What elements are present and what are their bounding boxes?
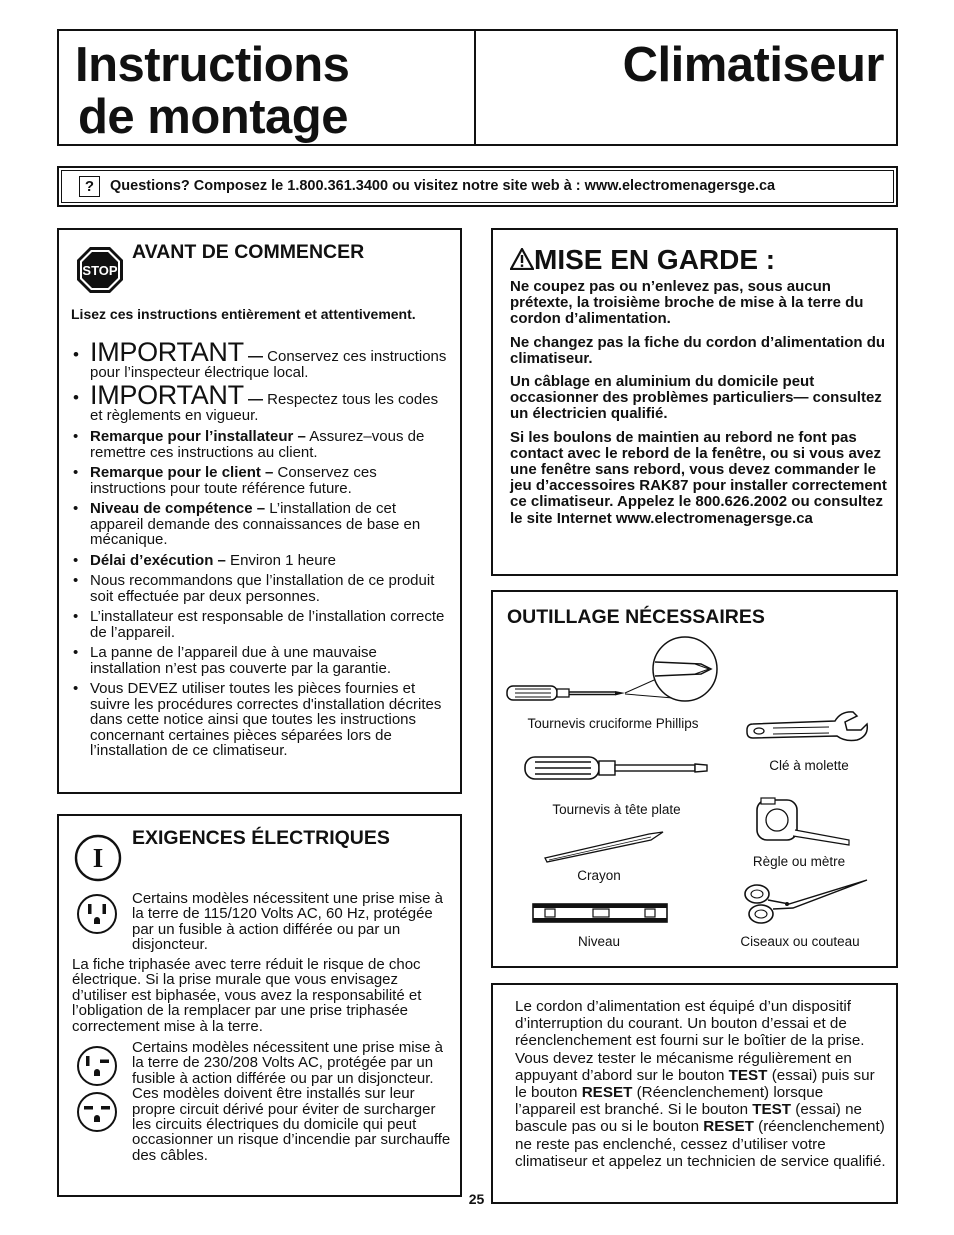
exigences-para-2: La fiche triphasée avec terre réduit le risque de choc électrique. Si la prise murale que vous envisagez d’utiliser est biphasée, vous avez la responsabilité et l’obligation de la remplacer par une prise triphasée correctement mise à la terre. (72, 956, 422, 1035)
list-item (71, 573, 451, 604)
item-bold: Délai d’exécution – (90, 551, 226, 569)
item-bold: Niveau de compétence – (90, 500, 266, 517)
important-word: IMPORTANT (90, 337, 244, 367)
list-item (71, 681, 451, 759)
item-text: L’installation de cet appareil demande des connaissances de base en mécanique. (90, 500, 421, 548)
tool-caption-flat: Tournevis à tête plate (552, 802, 681, 817)
exigences-para-3: Certains modèles nécessitent une prise mise à la terre de 230/208 Volts AC, protégée par un fusible à action différée ou par un disjoncteur. Ces modèles doivent être installés sur leur propre circuit dérivé pour éviter de surcharger les circuits électriques du domicile qui peut occasionner un risque d’incendie par surchauffe des câbles. (132, 1039, 451, 1164)
flat-screwdriver-icon (523, 750, 709, 786)
outlet-120v-icon (76, 893, 118, 935)
list-item (71, 501, 451, 548)
questions-bar (57, 166, 898, 207)
gfci-text-part: (Réenclenchement) lorsque l’appareil est branché. Si le bouton (515, 1084, 824, 1119)
warning-title (510, 244, 775, 276)
intro-text: Lisez ces instructions entièrement et attentivement. (71, 306, 416, 322)
list-item-important-2 (71, 380, 451, 424)
gfci-text (515, 998, 887, 1170)
important-text: Respectez tous les codes et règlements en vigueur. (90, 391, 439, 424)
reset-button-label: RESET (703, 1118, 754, 1136)
warning-para: Si les boulons de maintien au rebord ne font pas contact avec le rebord de la fenêtre, ou si vous avez une fenêtre sans rebord, vous devez commander le jeu d’accessoires RAK87 pour installer correctement ce climatiseur. Appelez le 800.626.2002 ou consultez le site Internet www.electromenagersge.ca (510, 428, 887, 527)
outlet-230v-icon-2 (76, 1091, 118, 1133)
page-number: 25 (468, 1191, 485, 1207)
gfci-info-section (491, 983, 898, 1204)
section-title: EXIGENCES ÉLECTRIQUES (132, 827, 390, 849)
page-header (57, 29, 898, 146)
product-title: Climatiseur (622, 38, 884, 92)
level-icon (531, 898, 671, 928)
section-title: AVANT DE COMMENCER (132, 241, 365, 263)
item-text: Assurez–vous de remettre ces instructions au client. (90, 428, 425, 461)
warning-title-text: MISE EN GARDE : (534, 244, 776, 275)
phillips-screwdriver-icon (505, 636, 723, 708)
question-icon: ? (79, 176, 100, 197)
outlet-230v-icon-1 (76, 1045, 118, 1087)
item-bold: Remarque pour l’installateur – (90, 428, 306, 445)
title-line-2: de montage (78, 90, 348, 144)
list-item (71, 429, 451, 460)
header-divider (474, 31, 476, 144)
info-icon-label: I (92, 843, 104, 873)
list-item (71, 609, 451, 640)
gfci-text-part: Le cordon d’alimentation est équipé d’un dispositif d’interruption du courant. Un bouton d’essai et de réenclenchement est fourni sur le boîtier de la prise. Vous devez tester le mécanisme régulièrement en appuyant d’abord sur le bouton (515, 998, 865, 1084)
item-text: Nous recommandons que l’installation de ce produit soit effectuée par deux personnes. (90, 572, 435, 605)
gfci-text-part: (essai) puis sur le bouton (515, 1066, 875, 1102)
warning-para: Un câblage en aluminium du domicile peut occasionner des problèmes particuliers— consultez un électricien qualifié. (510, 373, 882, 423)
list-item (71, 465, 451, 496)
outillage-section (491, 590, 898, 968)
item-text: Vous DEVEZ utiliser toutes les pièces fournies et suivre les procédures correctes d'installation décrites dans cette notice ainsi que toutes les instructions concernant certaines pièces séparées lors de l’installation de ce climatiseur. (90, 680, 442, 759)
list-item (71, 645, 451, 676)
gfci-text-part: (essai) ne bascule pas ou si le bouton (515, 1101, 862, 1136)
important-word: IMPORTANT (90, 380, 244, 410)
test-button-label: TEST (728, 1066, 768, 1084)
test-button-label: TEST (752, 1101, 792, 1119)
instruction-list (71, 337, 451, 764)
warning-body (510, 279, 888, 534)
scissors-icon (741, 878, 871, 928)
item-text: La panne de l’appareil due à une mauvaise installation n’est pas couverte par la garantie. (90, 644, 392, 677)
tape-measure-icon (753, 796, 853, 848)
warning-para: Ne coupez pas ou n’enlevez pas, sous aucun prétexte, la troisième broche de mise à la terre du cordon d’alimentation. (510, 278, 864, 328)
tool-caption-phillips: Tournevis cruciforme Phillips (527, 716, 699, 731)
document-title (75, 39, 465, 143)
questions-text: Questions? Composez le 1.800.361.3400 ou visitez notre site web à : www.electromenagersge.ca (110, 178, 776, 194)
item-text: L’installateur est responsable de l’installation correcte de l’appareil. (90, 608, 445, 641)
tool-caption-pencil: Crayon (577, 868, 621, 883)
mise-en-garde-section (491, 228, 898, 576)
pencil-icon (541, 830, 667, 864)
important-text: Conservez ces instructions pour l’inspecteur électrique local. (90, 348, 447, 381)
list-item (71, 553, 451, 569)
tool-caption-scissors: Ciseaux ou couteau (740, 934, 860, 949)
tool-caption-tape: Règle ou mètre (752, 854, 846, 869)
reset-button-label: RESET (581, 1084, 633, 1102)
important-dash: — (243, 348, 268, 365)
warning-para: Ne changez pas la fiche du cordon d’alimentation du climatiseur. (510, 333, 886, 367)
avant-de-commencer-section (57, 228, 462, 794)
tool-caption-wrench: Clé à molette (769, 758, 849, 773)
item-text: Environ 1 heure (225, 551, 336, 569)
title-line-1: Instructions (75, 38, 350, 92)
item-bold: Remarque pour le client – (90, 464, 274, 481)
stop-sign-icon (76, 246, 124, 294)
warning-triangle-icon (510, 248, 534, 270)
exigences-para-1: Certains modèles nécessitent une prise mise à la terre de 115/120 Volts AC, 60 Hz, protégée par un fusible à action différée ou par un disjoncteur. (132, 890, 443, 954)
adjustable-wrench-icon (743, 708, 871, 748)
gfci-text-part: (réenclenchement) ne reste pas enclenché, cessez d’utiliser votre climatiseur et appelez un technicien de service qualifié. (515, 1118, 886, 1170)
stop-label: STOP (82, 263, 118, 278)
exigences-electriques-section (57, 814, 462, 1197)
list-item-important-1 (71, 337, 451, 381)
important-dash: — (243, 391, 268, 408)
section-title: OUTILLAGE NÉCESSAIRES (507, 606, 765, 628)
tool-caption-level: Niveau (577, 934, 621, 949)
info-icon (74, 834, 122, 882)
item-text: Conservez ces instructions pour toute référence future. (90, 464, 377, 497)
